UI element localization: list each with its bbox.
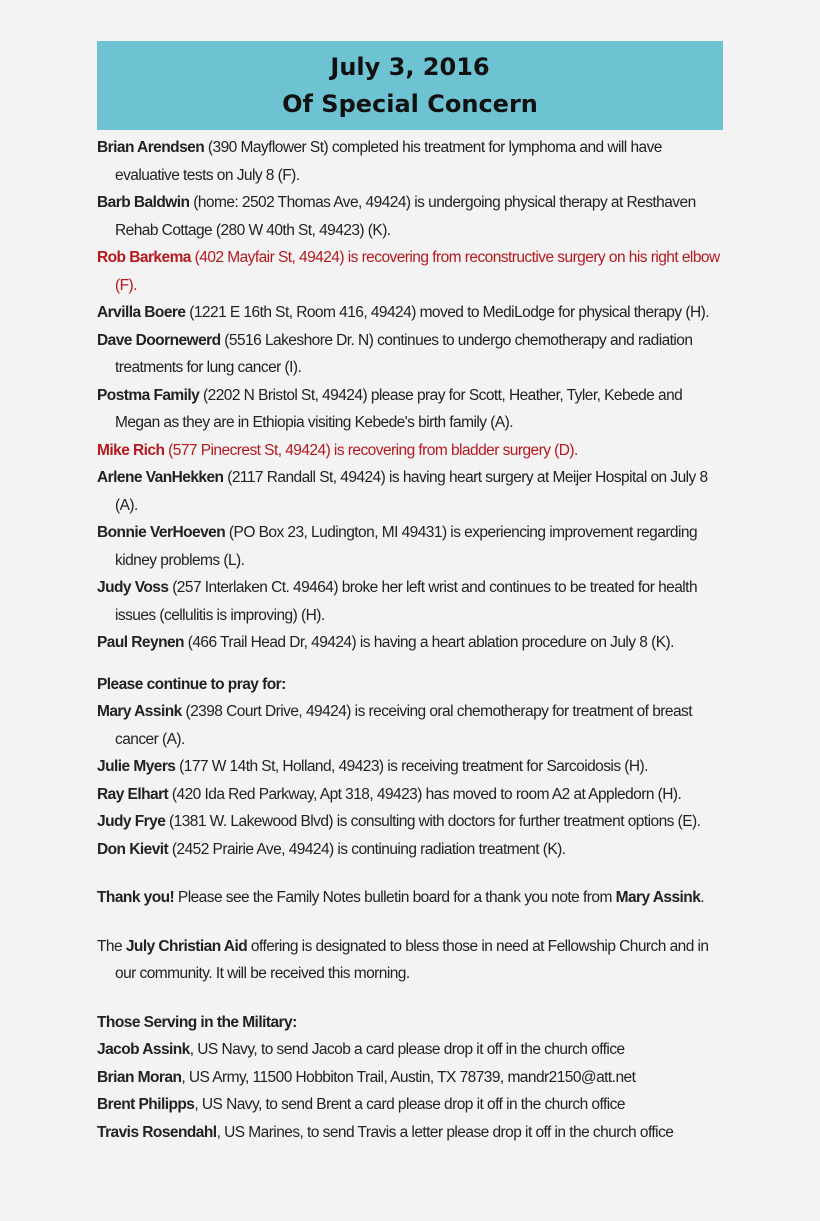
concern-name: Bonnie VerHoeven — [97, 524, 226, 541]
military-name: Brian Moran — [97, 1068, 182, 1086]
bulletin-page — [97, 41, 723, 1146]
title-banner — [97, 41, 723, 130]
concern-text: (390 Mayflower St) completed his treatment for lymphoma and will have evaluative tests on July 8 (F). — [115, 139, 662, 184]
concern-text: (257 Interlaken Ct. 49464) broke her left wrist and continues to be treated for health issues (cellulitis is improving) (H). — [115, 579, 698, 624]
prayer-text: (1381 W. Lakewood Blvd) is consulting with doctors for further treatment options (E). — [165, 813, 701, 830]
prayer-text: (420 Ida Red Parkway, Apt 318, 49423) has moved to room A2 at Appledorn (H). — [168, 785, 682, 803]
prayer-name: Mary Assink — [97, 703, 182, 720]
prayer-name: Julie Myers — [97, 758, 176, 775]
concern-entry — [97, 189, 723, 244]
concern-name: Mike Rich — [97, 441, 165, 459]
concern-entry — [97, 464, 723, 519]
military-section — [97, 1009, 723, 1147]
concern-entry — [97, 299, 723, 327]
prayer-name: Judy Frye — [97, 813, 166, 830]
prayer-text: (2452 Prairie Ave, 49424) is continuing radiation treatment (K). — [168, 840, 566, 858]
military-text: , US Army, 11500 Hobbiton Trail, Austin, TX 78739, mandr2150@att.net — [181, 1068, 636, 1086]
concern-name: Dave Doornewerd — [97, 331, 221, 349]
prayer-text: (2398 Court Drive, 49424) is receiving oral chemotherapy for treatment of breast cancer (A). — [115, 703, 692, 748]
concern-entry — [97, 574, 723, 629]
concerns-section — [97, 130, 723, 657]
concern-text: (1221 E 16th St, Room 416, 49424) moved to MediLodge for physical therapy (H). — [185, 304, 709, 321]
thank-you-name: Mary Assink — [615, 889, 701, 906]
thank-you-note — [97, 884, 723, 912]
concern-entry — [97, 629, 723, 657]
military-entry — [97, 1064, 723, 1092]
thank-you-text: Please see the Family Notes bulletin board for a thank you note from — [174, 889, 616, 906]
prayer-name: Ray Elhart — [97, 785, 169, 803]
christian-aid-note — [97, 933, 723, 988]
concern-name: Paul Reynen — [97, 634, 184, 651]
concern-entry — [97, 519, 723, 574]
thank-you-lead: Thank you! — [97, 889, 175, 906]
prayer-text: (177 W 14th St, Holland, 49423) is receiving treatment for Sarcoidosis (H). — [175, 758, 648, 775]
concern-text: (2202 N Bristol St, 49424) please pray for Scott, Heather, Tyler, Kebede and Megan as they are in Ethiopia visiting Kebede's birth family (A). — [115, 386, 683, 431]
banner-date: July 3, 2016 — [330, 53, 490, 81]
military-name: Travis Rosendahl — [97, 1123, 217, 1141]
military-heading: Those Serving in the Military: — [97, 1013, 297, 1031]
prayer-entry — [97, 753, 723, 781]
prayer-name: Don Kievit — [97, 840, 169, 858]
concern-text: (5516 Lakeshore Dr. N) continues to undergo chemotherapy and radiation treatments for lung cancer (I). — [115, 331, 693, 376]
concern-name: Judy Voss — [97, 579, 169, 596]
concern-text: (402 Mayfair St, 49424) is recovering from reconstructive surgery on his right elbow (F). — [115, 249, 720, 294]
concern-entry — [97, 327, 723, 382]
thank-you-end: . — [700, 889, 705, 906]
concern-name: Postma Family — [97, 386, 200, 404]
banner-title: Of Special Concern — [282, 90, 538, 118]
concern-name: Barb Baldwin — [97, 194, 190, 211]
concern-entry — [97, 134, 723, 189]
prayer-entry — [97, 781, 723, 809]
military-name: Jacob Assink — [97, 1041, 190, 1058]
concern-entry — [97, 382, 723, 437]
concern-name: Rob Barkema — [97, 249, 191, 266]
continue-prayer-section — [97, 671, 723, 864]
christian-aid-bold: July Christian Aid — [125, 937, 248, 955]
concern-entry-highlighted — [97, 244, 723, 299]
concern-text: (PO Box 23, Ludington, MI 49431) is experiencing improvement regarding kidney problems (L). — [115, 524, 698, 569]
concern-entry-highlighted — [97, 437, 723, 465]
christian-aid-text: offering is designated to bless those in need at Fellowship Church and in our community. It will be received this morning. — [115, 937, 709, 982]
continue-heading: Please continue to pray for: — [97, 675, 286, 693]
military-text: , US Marines, to send Travis a letter please drop it off in the church office — [216, 1123, 674, 1141]
military-entry — [97, 1036, 723, 1064]
concern-text: (home: 2502 Thomas Ave, 49424) is undergoing physical therapy at Resthaven Rehab Cottage (280 W 40th St, 49423) (K). — [115, 194, 696, 239]
military-entry — [97, 1119, 723, 1147]
concern-name: Arlene VanHekken — [97, 469, 224, 486]
christian-aid-pre: The — [97, 937, 126, 955]
military-name: Brent Philipps — [97, 1096, 195, 1113]
concern-text: (577 Pinecrest St, 49424) is recovering from bladder surgery (D). — [164, 441, 578, 459]
military-entry — [97, 1091, 723, 1119]
prayer-entry — [97, 836, 723, 864]
concern-text: (466 Trail Head Dr, 49424) is having a heart ablation procedure on July 8 (K). — [183, 634, 674, 651]
concern-text: (2117 Randall St, 49424) is having heart surgery at Meijer Hospital on July 8 (A). — [115, 469, 708, 514]
concern-name: Arvilla Boere — [97, 304, 186, 321]
concern-name: Brian Arendsen — [97, 139, 205, 156]
military-text: , US Navy, to send Jacob a card please drop it off in the church office — [189, 1041, 625, 1058]
prayer-entry — [97, 698, 723, 753]
military-text: , US Navy, to send Brent a card please drop it off in the church office — [194, 1096, 625, 1113]
prayer-entry — [97, 808, 723, 836]
